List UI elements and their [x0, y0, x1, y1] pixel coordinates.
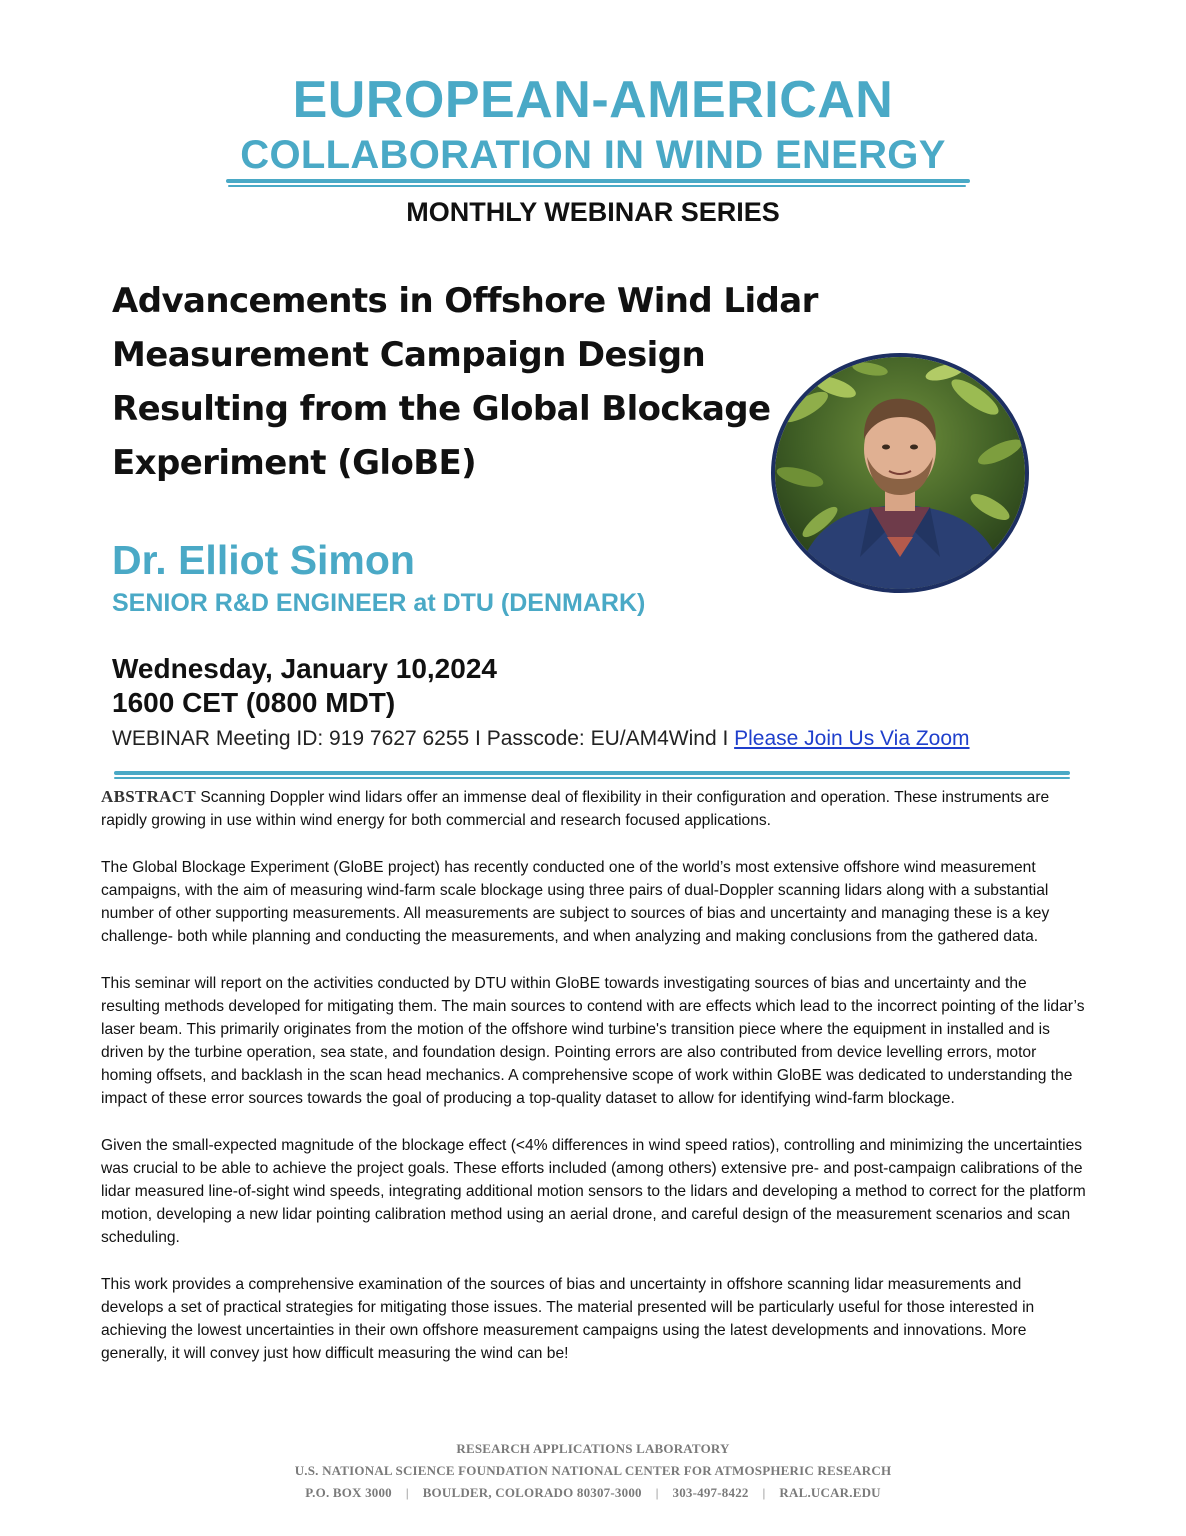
- abstract-intro: Scanning Doppler wind lidars offer an immense deal of flexibility in their configuration and operation. These instruments are rapidly growing in use within wind energy for both commercial and research focused applications.: [101, 789, 1050, 829]
- meeting-info: [112, 725, 970, 753]
- zoom-join-link[interactable]: Please Join Us Via Zoom: [734, 727, 970, 750]
- footer-separator: |: [762, 1485, 766, 1500]
- footer-address: P.O. BOX 3000: [305, 1485, 392, 1500]
- footer-city: BOULDER, COLORADO 80307-3000: [422, 1485, 642, 1500]
- meeting-details: WEBINAR Meeting ID: 919 7627 6255 I Passcode: EU/AM4Wind I: [112, 727, 735, 750]
- talk-title-line: Resulting from the Global Blockage: [112, 389, 771, 429]
- footer-lab: RESEARCH APPLICATIONS LABORATORY: [456, 1441, 730, 1456]
- body-divider-thick: [114, 771, 1070, 775]
- abstract-paragraph: This work provides a comprehensive examination of the sources of bias and uncertainty in offshore scanning lidar measurements and develops a set of practical strategies for mitigating those issues. The material presented will be particularly useful for those interested in achieving the lowest uncertainties in their own offshore measurement campaigns using the latest developments and innovations. More generally, it will convey just how difficult measuring the wind can be!: [101, 1276, 1035, 1362]
- talk-title-line: Experiment (GloBE): [112, 443, 477, 483]
- body-divider-thin: [114, 777, 1070, 779]
- speaker-name: Dr. Elliot Simon: [112, 537, 415, 583]
- header-subtitle: COLLABORATION IN WIND ENERGY: [240, 133, 946, 177]
- footer-contact: [0, 1482, 1186, 1504]
- footer-separator: |: [655, 1485, 659, 1500]
- footer-web: RAL.UCAR.EDU: [779, 1485, 881, 1500]
- abstract-paragraph: Given the small-expected magnitude of the blockage effect (<4% differences in wind speed ratios), controlling and minimizing the uncertainties was crucial to be able to achieve the project goals. These efforts included (among others) extensive pre- and post-campaign calibrations of the lidar measured line-of-sight wind speeds, integrating additional motion sensors to the lidars and developing a method to correct for the platform motion, developing a new lidar pointing calibration method using an aerial drone, and careful design of the measurement scenarios and scan scheduling.: [101, 1137, 1086, 1246]
- event-date: Wednesday, January 10,2024: [112, 653, 497, 684]
- footer-org: U.S. NATIONAL SCIENCE FOUNDATION NATIONAL CENTER FOR ATMOSPHERIC RESEARCH: [294, 1463, 892, 1478]
- footer: [0, 1438, 1186, 1504]
- abstract-label: ABSTRACT: [101, 787, 196, 806]
- event-time: 1600 CET (0800 MDT): [112, 687, 396, 718]
- speaker-role: SENIOR R&D ENGINEER at DTU (DENMARK): [112, 589, 646, 617]
- footer-phone: 303-497-8422: [672, 1485, 749, 1500]
- header-divider: [226, 179, 970, 189]
- footer-separator: |: [405, 1485, 409, 1500]
- talk-title-line: Advancements in Offshore Wind Lidar: [112, 281, 818, 321]
- body-divider: [114, 771, 1070, 781]
- speaker-photo: [771, 353, 1029, 593]
- abstract-paragraph: The Global Blockage Experiment (GloBE project) has recently conducted one of the world’s most extensive offshore wind measurement campaigns, with the aim of measuring wind-farm scale blockage using three pairs of dual-Doppler scanning lidars along with a substantial number of other supporting measurements. All measurements are subject to sources of bias and uncertainty and managing these is a key challenge- both while planning and conducting the measurements, and when analyzing and making conclusions from the gathered data.: [101, 859, 1050, 945]
- talk-title: [112, 274, 818, 490]
- talk-title-line: Measurement Campaign Design: [112, 335, 706, 375]
- abstract-paragraph: This seminar will report on the activities conducted by DTU within GloBE towards investigating sources of bias and uncertainty and the resulting methods developed for mitigating them. The main sources to contend with are effects which lead to the incorrect pointing of the lidar’s laser beam. This primarily originates from the motion of the offshore wind turbine's transition piece where the equipment in installed and is driven by the turbine operation, sea state, and foundation design. Pointing errors are also contributed from device levelling errors, motor homing offsets, and backlash in the scan head mechanics. A comprehensive scope of work within GloBE was dedicated to understanding the impact of these error sources towards the goal of producing a top-quality dataset to allow for identifying wind-farm blockage.: [101, 975, 1085, 1107]
- series-label: MONTHLY WEBINAR SERIES: [406, 197, 780, 227]
- speaker-photo-illustration: [775, 357, 1025, 589]
- header-divider-thin: [228, 185, 966, 187]
- abstract-section: [101, 785, 1086, 1389]
- abstract-paragraph: [101, 785, 1086, 832]
- header-divider-thick: [226, 179, 970, 183]
- header-title: EUROPEAN-AMERICAN: [292, 71, 894, 129]
